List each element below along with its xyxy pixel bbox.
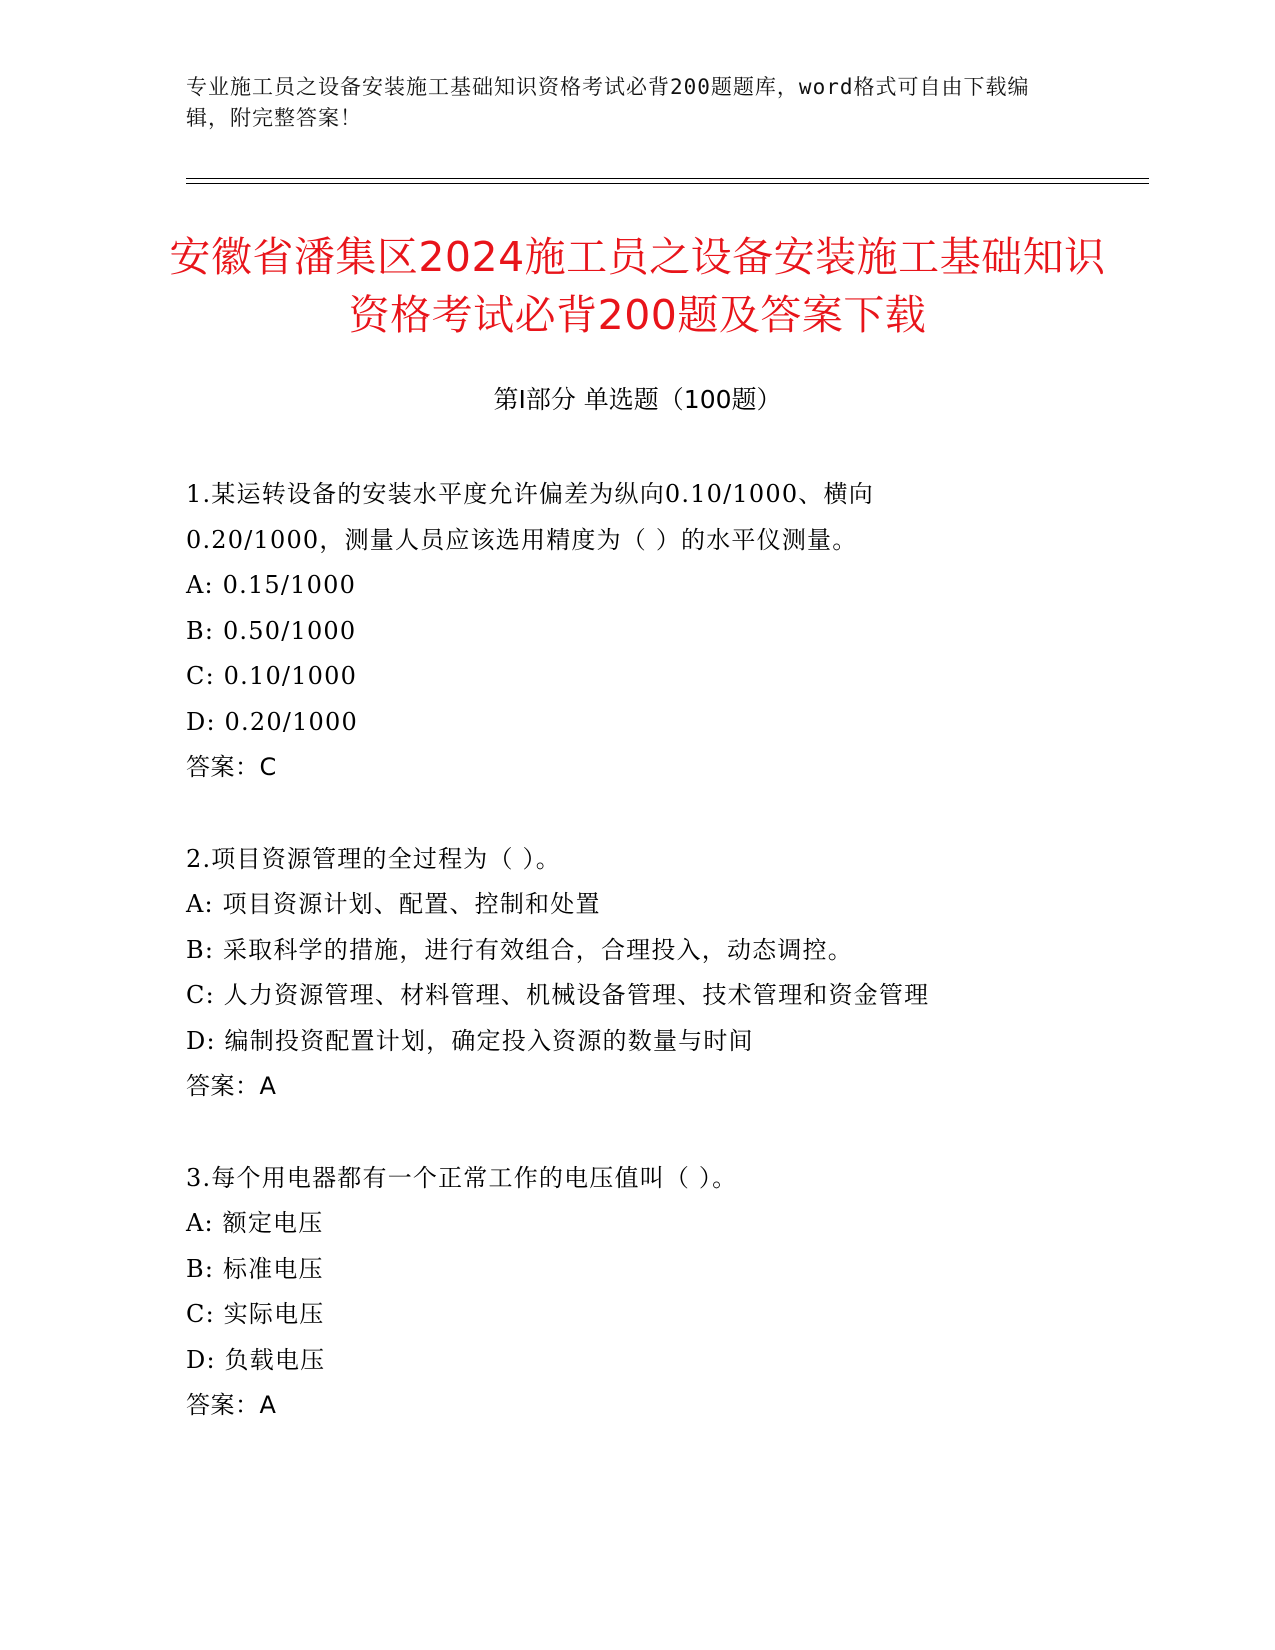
question-1 — [186, 472, 1086, 791]
header-rule-bottom — [186, 183, 1149, 184]
option-a: A: 0.15/1000 — [186, 571, 357, 599]
answer-line: 答案：C — [186, 753, 277, 781]
question-3 — [186, 1156, 1086, 1429]
question-stem: 1.某运转设备的安装水平度允许偏差为纵向0.10/1000、横向0.20/1000，测量人员应该选用精度为（ ）的水平仪测量。 — [186, 480, 874, 554]
option-d: D: 编制投资配置计划，确定投入资源的数量与时间 — [186, 1026, 754, 1055]
option-a: A: 额定电压 — [186, 1209, 324, 1237]
question-stem: 2.项目资源管理的全过程为（ ）。 — [186, 844, 561, 873]
question-stem: 3.每个用电器都有一个正常工作的电压值叫（ ）。 — [186, 1163, 738, 1192]
option-a: A: 项目资源计划、配置、控制和处置 — [186, 890, 601, 918]
header-note: 专业施工员之设备安装施工基础知识资格考试必背200题题库，word格式可自由下载编辑，附完整答案！ — [186, 75, 1030, 130]
option-d: D: 负载电压 — [186, 1345, 326, 1374]
option-b: B: 采取科学的措施，进行有效组合，合理投入，动态调控。 — [186, 935, 853, 964]
option-c: C: 0.10/1000 — [186, 662, 358, 690]
document-title: 安徽省潘集区2024施工员之设备安装施工基础知识资格考试必背200题及答案下载 — [169, 233, 1106, 339]
question-2 — [186, 837, 1086, 1110]
section-heading: 第Ⅰ部分 单选题（100题） — [493, 385, 782, 414]
option-d: D: 0.20/1000 — [186, 707, 358, 736]
option-b: B: 标准电压 — [186, 1254, 324, 1283]
option-c: C: 实际电压 — [186, 1300, 325, 1328]
answer-line: 答案：A — [186, 1072, 277, 1100]
option-c: C: 人力资源管理、材料管理、机械设备管理、技术管理和资金管理 — [186, 981, 930, 1009]
header-rule-top — [186, 178, 1149, 179]
answer-line: 答案：A — [186, 1391, 277, 1419]
question-list — [186, 472, 1086, 1475]
option-b: B: 0.50/1000 — [186, 616, 357, 645]
